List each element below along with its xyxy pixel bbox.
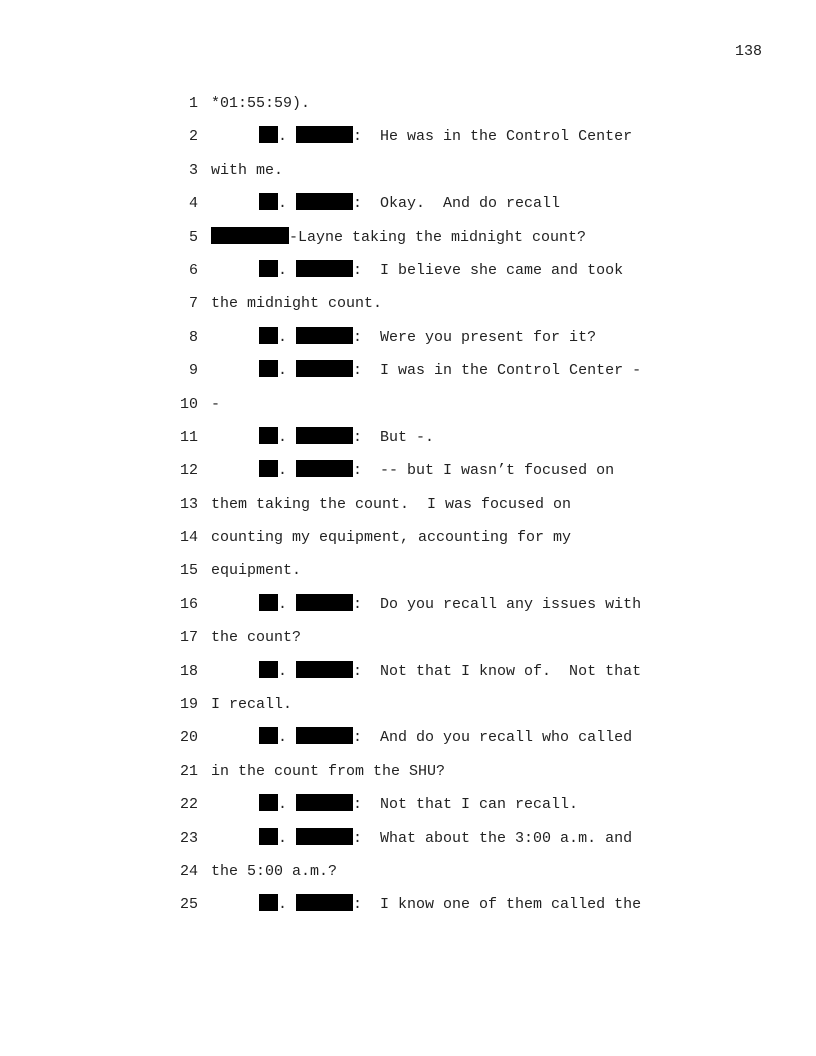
- line-body: Were you present for it?: [380, 328, 597, 346]
- line-number: 1: [188, 95, 198, 112]
- redaction-bar: [296, 193, 353, 210]
- line-text: [211, 493, 571, 517]
- line-number: 3: [188, 161, 198, 179]
- redaction-bar: [211, 227, 289, 244]
- redaction-bar: [259, 427, 278, 444]
- line-body: them taking the count. I was focused on: [211, 495, 572, 513]
- transcript-line: [0, 860, 816, 893]
- redaction-bar: [296, 661, 353, 678]
- transcript-line: [0, 459, 816, 492]
- redaction-bar: [296, 460, 353, 477]
- page-number: 138: [734, 43, 762, 60]
- line-body: What about the 3:00 a.m. and: [380, 829, 633, 847]
- line-body: the count?: [211, 629, 302, 647]
- line-body: with me.: [211, 161, 284, 179]
- redaction-bar: [259, 794, 278, 811]
- line-number: 17: [179, 629, 198, 647]
- line-number: 25: [179, 896, 198, 914]
- line-number: 14: [179, 529, 198, 547]
- transcript-line: [0, 559, 816, 592]
- speaker-line: . : I know one of them called the: [259, 893, 641, 917]
- line-number: 11: [179, 428, 198, 446]
- line-body: He was in the Control Center: [380, 128, 633, 146]
- line-number: 16: [179, 595, 198, 613]
- line-body: counting my equipment, accounting for my: [211, 529, 572, 547]
- line-number: 10: [179, 395, 198, 413]
- speaker-line: . : I was in the Control Center -: [259, 359, 641, 383]
- line-text: [211, 626, 301, 650]
- line-number: 2: [188, 128, 198, 146]
- line-number: 9: [188, 362, 198, 380]
- redaction-bar: [296, 828, 353, 845]
- redaction-bar: [259, 594, 278, 611]
- redaction-bar: [259, 193, 278, 210]
- line-number: 22: [179, 796, 198, 814]
- transcript-line: [0, 526, 816, 559]
- speaker-line: . : He was in the Control Center: [259, 125, 632, 149]
- transcript-line: [0, 693, 816, 726]
- line-number: 21: [179, 762, 198, 780]
- transcript-line: [0, 192, 816, 225]
- transcript-line: [0, 259, 816, 292]
- line-body: the midnight count.: [211, 295, 383, 313]
- transcript-line: [0, 827, 816, 860]
- line-body: Do you recall any issues with: [380, 595, 642, 613]
- speaker-line: . : Not that I can recall.: [259, 793, 578, 817]
- line-number: 12: [179, 462, 198, 480]
- transcript-line: [0, 359, 816, 392]
- speaker-line: . : I believe she came and took: [259, 259, 623, 283]
- line-body: -- but I wasn’t focused on: [380, 462, 615, 480]
- line-number: 13: [179, 495, 198, 513]
- line-number: 6: [188, 261, 198, 279]
- redaction-bar: [296, 126, 353, 143]
- transcript-line: [0, 292, 816, 325]
- transcript-line: [0, 159, 816, 192]
- line-number: 18: [179, 662, 198, 680]
- line-body: But -.: [380, 428, 435, 446]
- redaction-bar: [259, 727, 278, 744]
- line-number: 7: [188, 295, 198, 313]
- line-number: 19: [179, 696, 198, 714]
- redaction-bar: [259, 360, 278, 377]
- redaction-bar: [296, 894, 353, 911]
- line-number: 5: [188, 228, 198, 246]
- line-text: [211, 760, 445, 784]
- redaction-bar: [259, 894, 278, 911]
- transcript-line: [0, 726, 816, 759]
- redaction-bar: [259, 661, 278, 678]
- redaction-bar: [296, 327, 353, 344]
- redaction-bar: [296, 594, 353, 611]
- line-body: Okay. And do recall: [380, 195, 561, 213]
- line-text: [211, 92, 310, 116]
- redaction-bar: [259, 460, 278, 477]
- line-body: equipment.: [211, 562, 302, 580]
- line-body: I was in the Control Center -: [380, 362, 642, 380]
- transcript-line: [0, 893, 816, 926]
- line-body: And do you recall who called: [380, 729, 633, 747]
- redaction-bar: [296, 427, 353, 444]
- speaker-line: . : But -.: [259, 426, 434, 450]
- redaction-bar: [296, 794, 353, 811]
- speaker-line: . : What about the 3:00 a.m. and: [259, 827, 632, 851]
- line-body: I believe she came and took: [380, 261, 624, 279]
- line-number: 8: [188, 328, 198, 346]
- line-number: 15: [179, 562, 198, 580]
- transcript-line: [0, 92, 816, 125]
- line-body: in the count from the SHU?: [211, 762, 446, 780]
- transcript-line: [0, 493, 816, 526]
- speaker-line: . : Not that I know of. Not that: [259, 660, 641, 684]
- speaker-line: . : Okay. And do recall: [259, 192, 560, 216]
- speaker-line: . : And do you recall who called: [259, 726, 632, 750]
- line-number: 23: [179, 829, 198, 847]
- line-body: Not that I can recall.: [380, 796, 579, 814]
- line-body: I know one of them called the: [380, 896, 642, 914]
- line-body: -: [211, 395, 221, 413]
- line-text: [211, 159, 283, 183]
- line-text: [211, 860, 337, 884]
- line-text: [211, 693, 292, 717]
- transcript-line: [0, 793, 816, 826]
- transcript-line: [0, 125, 816, 158]
- transcript-line: [0, 593, 816, 626]
- speaker-line: . : -- but I wasn’t focused on: [259, 459, 614, 483]
- redaction-bar: [259, 828, 278, 845]
- transcript-line: [0, 760, 816, 793]
- transcript-line: [0, 660, 816, 693]
- speaker-line: . : Do you recall any issues with: [259, 593, 641, 617]
- line-text: [211, 393, 220, 417]
- line-text: [211, 226, 586, 250]
- redaction-bar: [296, 260, 353, 277]
- line-text: [211, 526, 571, 550]
- transcript-line: [0, 626, 816, 659]
- line-number: 20: [179, 729, 198, 747]
- redaction-bar: [259, 260, 278, 277]
- transcript-line: [0, 226, 816, 259]
- line-body: the 5:00 a.m.?: [211, 862, 338, 880]
- redaction-bar: [259, 327, 278, 344]
- line-text: [211, 559, 301, 583]
- redaction-bar: [259, 126, 278, 143]
- transcript-line: [0, 426, 816, 459]
- line-number: 4: [188, 195, 198, 213]
- line-body: -Layne taking the midnight count?: [289, 228, 587, 246]
- line-number: 24: [179, 862, 198, 880]
- line-text: [211, 292, 382, 316]
- transcript-line: [0, 393, 816, 426]
- line-body: *01:55:59).: [211, 95, 311, 112]
- transcript-line: [0, 326, 816, 359]
- speaker-line: . : Were you present for it?: [259, 326, 596, 350]
- line-body: Not that I know of. Not that: [380, 662, 642, 680]
- redaction-bar: [296, 360, 353, 377]
- redaction-bar: [296, 727, 353, 744]
- transcript-lines: [0, 92, 816, 927]
- line-body: I recall.: [211, 696, 293, 714]
